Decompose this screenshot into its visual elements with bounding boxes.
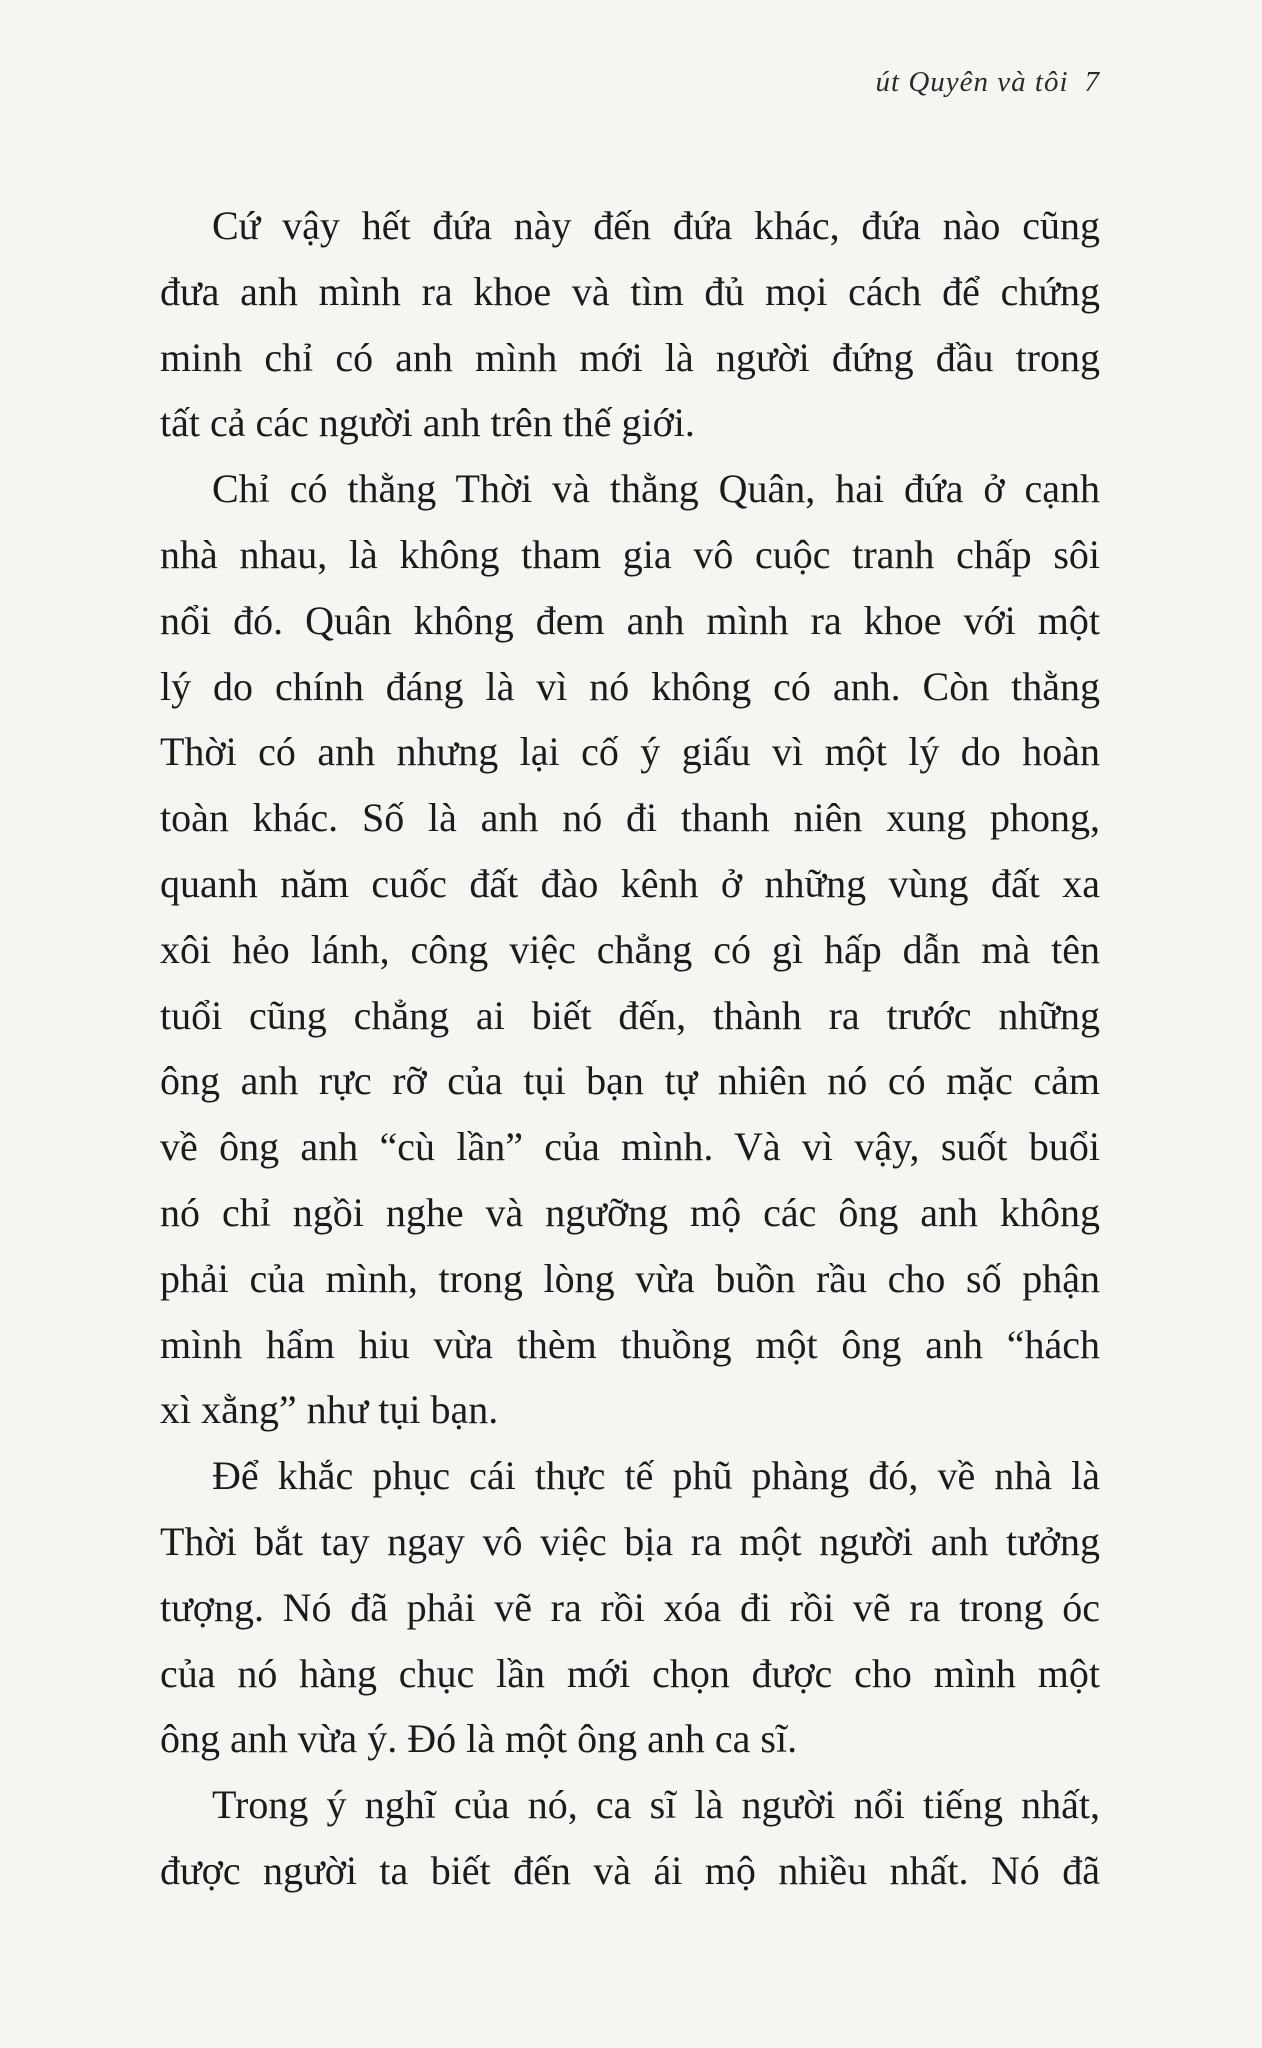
text-line: Chỉ có thằng Thời và thằng Quân, hai đứa ở cạnh (212, 466, 1100, 512)
text-line: nó chỉ ngồi nghe và ngưỡng mộ các ông anh không (160, 1189, 1100, 1235)
paragraph (160, 1772, 1100, 1904)
text-line: quanh năm cuốc đất đào kênh ở những vùng đất xa (160, 860, 1100, 906)
body-text (160, 193, 1100, 1904)
text-line: tất cả các người anh trên thế giới. (160, 400, 695, 446)
paragraph (160, 1443, 1100, 1772)
text-line: nhà nhau, là không tham gia vô cuộc tranh chấp sôi (160, 531, 1100, 577)
text-line: Thời bắt tay ngay vô việc bịa ra một người anh tưởng (160, 1518, 1100, 1564)
text-line: ông anh vừa ý. Đó là một ông anh ca sĩ. (160, 1716, 798, 1762)
text-line: của nó hàng chục lần mới chọn được cho mình một (160, 1650, 1100, 1696)
running-header (876, 66, 1100, 99)
text-line: đưa anh mình ra khoe và tìm đủ mọi cách để chứng (160, 268, 1100, 314)
text-line: Để khắc phục cái thực tế phũ phàng đó, về nhà là (212, 1453, 1100, 1499)
text-line: Trong ý nghĩ của nó, ca sĩ là người nổi tiếng nhất, (212, 1782, 1100, 1828)
text-line: phải của mình, trong lòng vừa buồn rầu cho số phận (160, 1255, 1100, 1301)
text-line: nổi đó. Quân không đem anh mình ra khoe với một (160, 597, 1100, 643)
text-line: xôi hẻo lánh, công việc chẳng có gì hấp dẫn mà tên (160, 926, 1100, 972)
text-line: minh chỉ có anh mình mới là người đứng đầu trong (160, 334, 1100, 380)
paragraph (160, 456, 1100, 1443)
paragraph (160, 193, 1100, 456)
text-line: mình hẩm hiu vừa thèm thuồng một ông anh “hách (160, 1321, 1100, 1367)
text-line: Thời có anh nhưng lại cố ý giấu vì một lý do hoàn (160, 729, 1100, 775)
text-line: toàn khác. Số là anh nó đi thanh niên xung phong, (160, 795, 1100, 841)
page-number: 7 (1084, 66, 1100, 98)
text-line: được người ta biết đến và ái mộ nhiều nhất. Nó đã (160, 1847, 1100, 1893)
text-line: lý do chính đáng là vì nó không có anh. Còn thằng (160, 663, 1100, 709)
text-line: xì xằng” như tụi bạn. (160, 1387, 499, 1433)
text-line: Cứ vậy hết đứa này đến đứa khác, đứa nào cũng (212, 203, 1100, 248)
text-line: ông anh rực rỡ của tụi bạn tự nhiên nó có mặc cảm (160, 1058, 1100, 1104)
text-line: tượng. Nó đã phải vẽ ra rồi xóa đi rồi vẽ ra trong óc (160, 1584, 1100, 1630)
text-line: tuổi cũng chẳng ai biết đến, thành ra trước những (160, 992, 1100, 1038)
text-line: về ông anh “cù lần” của mình. Và vì vậy, suốt buổi (160, 1124, 1100, 1170)
book-title: út Quyên và tôi (875, 66, 1069, 98)
